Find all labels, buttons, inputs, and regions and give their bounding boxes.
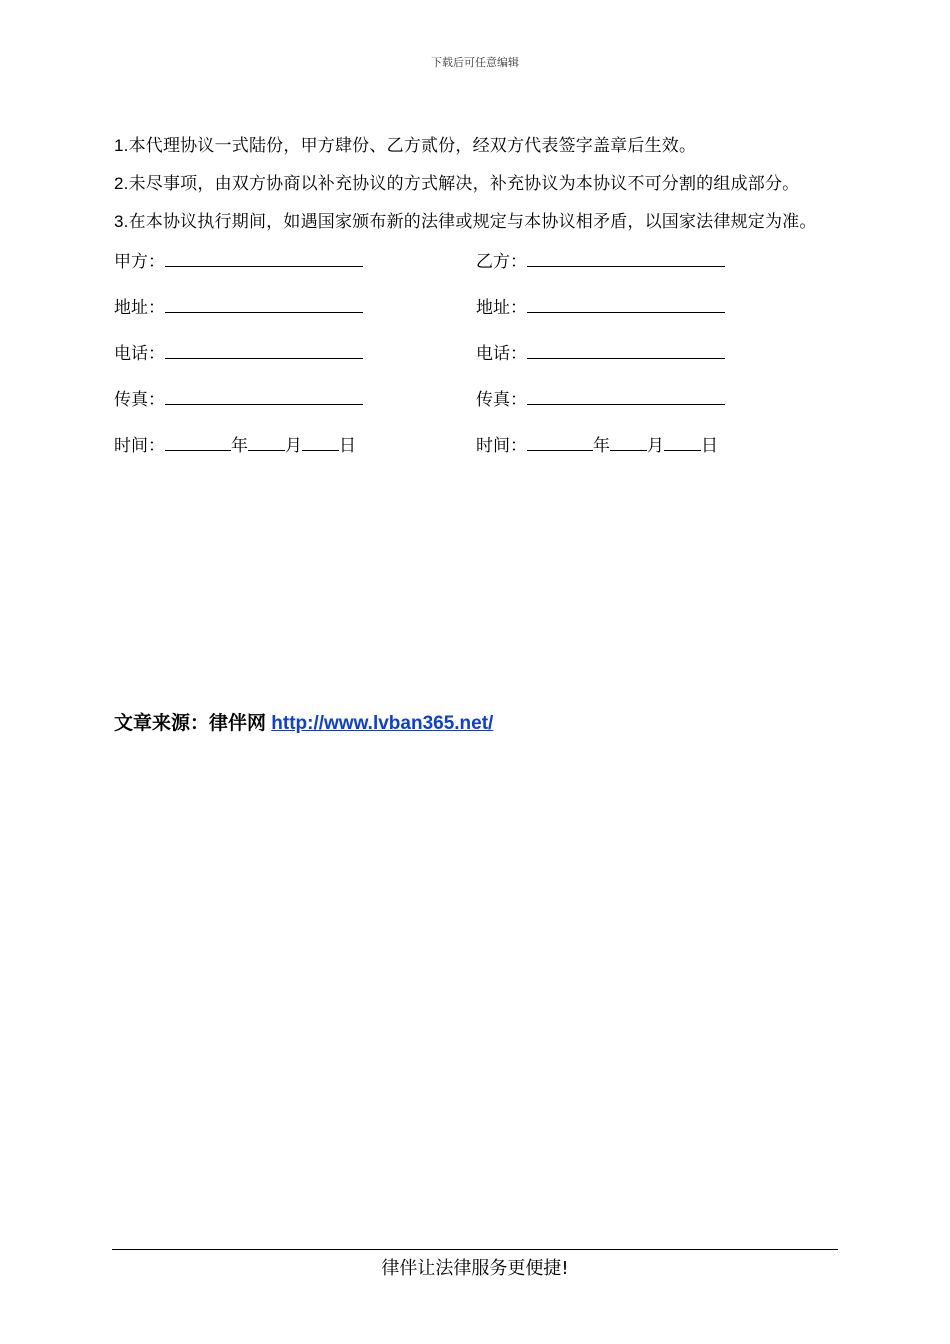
clause-number: 2. [114, 174, 129, 193]
signature-row-party [114, 248, 838, 294]
party-b-date-field [476, 432, 838, 458]
clause-1 [114, 134, 838, 158]
phone-label: 电话： [114, 344, 165, 364]
article-source [114, 708, 493, 735]
signature-block [114, 248, 838, 478]
footer-slogan: 律伴让法律服务更便捷! [381, 1258, 569, 1279]
party-a-address-blank[interactable] [165, 294, 363, 313]
party-b-month-blank[interactable] [610, 432, 647, 451]
clause-number: 3. [114, 212, 129, 231]
date-label: 时间： [476, 436, 527, 456]
source-link[interactable]: http://www.lvban365.net/ [271, 713, 494, 734]
year-unit: 年 [593, 436, 610, 456]
header-note: 下载后可任意编辑 [431, 56, 519, 69]
phone-label: 电话： [476, 344, 527, 364]
month-unit: 月 [647, 436, 664, 456]
clause-text: 在本协议执行期间，如遇国家颁布新的法律或规定与本协议相矛盾，以国家法律规定为准。 [128, 212, 817, 232]
signature-row-phone [114, 340, 838, 386]
party-b-phone-field [476, 340, 838, 366]
signature-row-address [114, 294, 838, 340]
party-b-label: 乙方： [476, 252, 527, 272]
party-a-blank[interactable] [165, 248, 363, 267]
clause-text: 本代理协议一式陆份，甲方肆份、乙方贰份，经双方代表签字盖章后生效。 [128, 136, 697, 156]
party-b-field [476, 248, 838, 274]
party-b-fax-blank[interactable] [527, 386, 725, 405]
party-b-address-field [476, 294, 838, 320]
party-a-address-field [114, 294, 476, 320]
day-unit: 日 [701, 436, 718, 456]
month-unit: 月 [285, 436, 302, 456]
party-a-phone-field [114, 340, 476, 366]
party-b-phone-blank[interactable] [527, 340, 725, 359]
party-a-month-blank[interactable] [248, 432, 285, 451]
party-a-day-blank[interactable] [302, 432, 339, 451]
fax-label: 传真： [114, 390, 165, 410]
party-a-date-field [114, 432, 476, 458]
source-label: 文章来源：律伴网 [114, 713, 272, 734]
clause-2 [114, 172, 838, 196]
date-label: 时间： [114, 436, 165, 456]
year-unit: 年 [231, 436, 248, 456]
clause-text: 未尽事项，由双方协商以补充协议的方式解决，补充协议为本协议不可分割的组成部分。 [128, 174, 800, 194]
clause-number: 1. [114, 136, 129, 155]
party-b-day-blank[interactable] [664, 432, 701, 451]
address-label: 地址： [114, 298, 165, 318]
party-b-fax-field [476, 386, 838, 412]
party-a-fax-field [114, 386, 476, 412]
footer-divider [112, 1249, 838, 1250]
party-a-fax-blank[interactable] [165, 386, 363, 405]
day-unit: 日 [339, 436, 356, 456]
party-a-year-blank[interactable] [165, 432, 231, 451]
signature-row-fax [114, 386, 838, 432]
clause-3 [114, 210, 838, 234]
party-a-field [114, 248, 476, 274]
fax-label: 传真： [476, 390, 527, 410]
party-b-blank[interactable] [527, 248, 725, 267]
party-a-label: 甲方： [114, 252, 165, 272]
signature-row-date [114, 432, 838, 478]
address-label: 地址： [476, 298, 527, 318]
party-b-address-blank[interactable] [527, 294, 725, 313]
party-a-phone-blank[interactable] [165, 340, 363, 359]
document-body [114, 134, 838, 478]
party-b-year-blank[interactable] [527, 432, 593, 451]
